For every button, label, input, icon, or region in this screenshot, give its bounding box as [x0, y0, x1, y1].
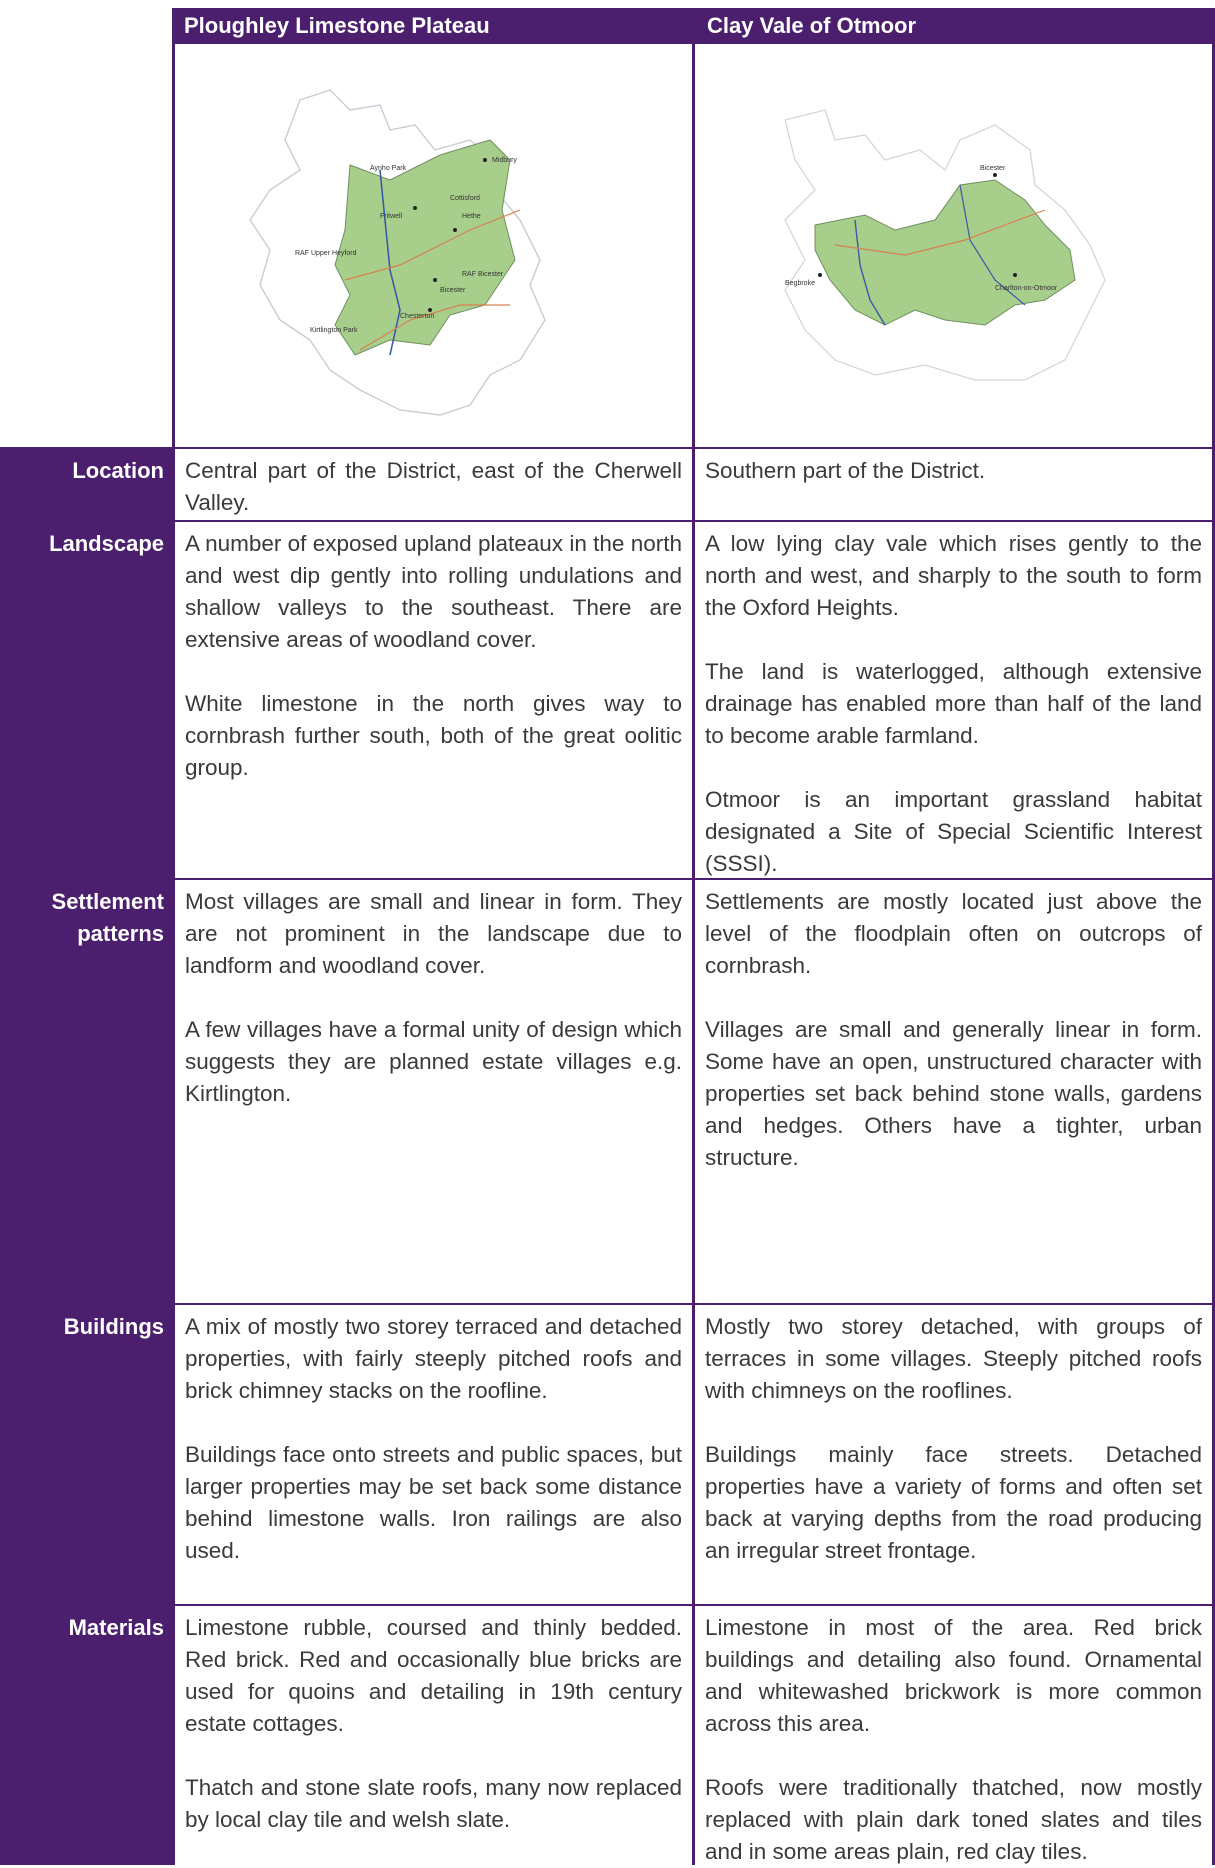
map-label: RAF Upper Heyford	[295, 250, 357, 257]
cell-buildings-right	[695, 1305, 1212, 1567]
cell-paragraph: Mostly two storey detached, with groups of terraces in some villages. Steeply pitched roofs with chimneys on the rooflines.	[705, 1314, 1202, 1403]
column-header-right: Clay Vale of Otmoor	[707, 13, 917, 38]
cell-paragraph: Southern part of the District.	[705, 458, 986, 483]
cell-location-right	[695, 449, 1212, 487]
cell-paragraph: Limestone rubble, coursed and thinly bedded. Red brick. Red and occasionally blue bricks are used for quoins and detailing in 19th century estate cottages.	[185, 1615, 682, 1736]
cell-paragraph: White limestone in the north gives way to cornbrash further south, both of the great oolitic group.	[185, 691, 682, 780]
row-label-buildings: Buildings	[63, 1314, 164, 1339]
cell-paragraph: Roofs were traditionally thatched, now mostly replaced with plain dark toned slates and tiles and in some areas plain, red clay tiles.	[705, 1775, 1202, 1864]
cell-paragraph: A mix of mostly two storey terraced and detached properties, with fairly steeply pitched roofs and brick chimney stacks on the roofline.	[185, 1314, 682, 1403]
cell-location-left	[175, 449, 692, 519]
cell-paragraph: Otmoor is an important grassland habitat designated a Site of Special Scientific Interest (SSSI).	[705, 787, 1202, 876]
row-label-materials: Materials	[68, 1615, 164, 1640]
cell-paragraph: Buildings mainly face streets. Detached properties have a variety of forms and often set back at varying depths from the road producing an irregular street frontage.	[705, 1442, 1202, 1563]
cell-paragraph: Buildings face onto streets and public spaces, but larger properties may be set back some distance behind limestone walls. Iron railings are also used.	[185, 1442, 682, 1563]
row-label-location: Location	[72, 458, 164, 483]
map-label: Fritwell	[380, 213, 403, 220]
cell-landscape-left	[175, 522, 692, 784]
cell-paragraph: Limestone in most of the area. Red brick buildings and detailing also found. Ornamental and whitewashed brickwork is more common across this area.	[705, 1615, 1202, 1736]
cell-paragraph: Settlements are mostly located just above the level of the floodplain often on outcrops of cornbrash.	[705, 889, 1202, 978]
cell-paragraph: A low lying clay vale which rises gently to the north and west, and sharply to the south to form the Oxford Heights.	[705, 531, 1202, 620]
map-label: Midbury	[492, 157, 517, 164]
cell-paragraph: A few villages have a formal unity of design which suggests they are planned estate villages e.g. Kirtlington.	[185, 1017, 682, 1106]
map-label: Charlton-on-Otmoor	[995, 285, 1058, 292]
cell-paragraph: The land is waterlogged, although extensive drainage has enabled more than half of the land to become arable farmland.	[705, 659, 1202, 748]
map-label: Kirtlington Park	[310, 327, 358, 334]
map-label: Cottisford	[450, 195, 480, 202]
map-label: Hethe	[462, 213, 481, 220]
map-label: Bicester	[440, 287, 466, 294]
cell-buildings-left	[175, 1305, 692, 1567]
map-label: RAF Bicester	[462, 271, 504, 278]
cell-paragraph: Most villages are small and linear in form. They are not prominent in the landscape due to landform and woodland cover.	[185, 889, 682, 978]
map-label: Begbroke	[785, 280, 815, 287]
map-ploughley	[240, 70, 600, 430]
cell-materials-left	[175, 1606, 692, 1836]
row-label-sidebar	[0, 447, 172, 1865]
cell-settlement-right	[695, 880, 1212, 1174]
map-label: Chesterton	[400, 313, 435, 320]
cell-paragraph: A number of exposed upland plateaux in the north and west dip gently into rolling undulations and shallow valleys to the southeast. There are extensive areas of woodland cover.	[185, 531, 682, 652]
map-label: Bicester	[980, 165, 1006, 172]
cell-paragraph: Central part of the District, east of the Cherwell Valley.	[185, 458, 682, 515]
row-label-landscape: Landscape	[49, 531, 164, 556]
column-header-left: Ploughley Limestone Plateau	[184, 13, 490, 38]
cell-paragraph: Thatch and stone slate roofs, many now replaced by local clay tile and welsh slate.	[185, 1775, 682, 1832]
map-otmoor	[745, 80, 1165, 440]
cell-settlement-left	[175, 880, 692, 1110]
cell-landscape-right	[695, 522, 1212, 880]
map-label: Aynho Park	[370, 165, 407, 172]
row-label-settlement: Settlement patterns	[51, 889, 164, 946]
cell-paragraph: Villages are small and generally linear in form. Some have an open, unstructured character with properties set back behind stone walls, gardens and hedges. Others have a tighter, urban structure.	[705, 1017, 1202, 1170]
cell-materials-right	[695, 1606, 1212, 1868]
